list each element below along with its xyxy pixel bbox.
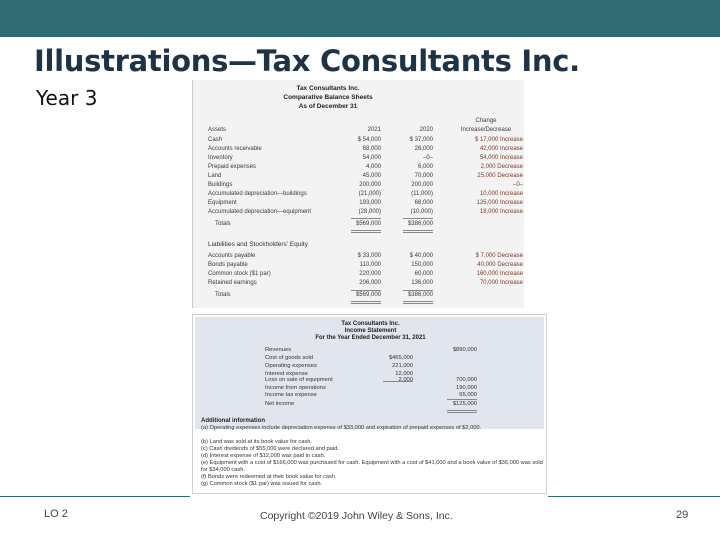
row-label: Cash (208, 137, 223, 143)
slide-title: Illustrations—Tax Consultants Inc. (34, 44, 580, 78)
top-banner (0, 0, 720, 37)
value-2021: 54,000 (362, 155, 381, 161)
is-title: Income Statement (344, 328, 397, 334)
is-amount-col1: 221,000 (392, 363, 413, 369)
liab-total-2020: $386,000 (407, 292, 433, 298)
year-2021-header: 2021 (367, 127, 381, 133)
copyright: Copyright ©2019 John Wiley & Sons, Inc. (260, 510, 453, 522)
bs-asset-row (193, 155, 524, 164)
change-value: 18,000 Increase (479, 209, 523, 215)
row-label: Bonds payable (208, 262, 248, 268)
double-rule (351, 301, 381, 304)
is-line-row (193, 392, 546, 400)
value-2021: 110,000 (359, 262, 381, 268)
is-line-label: Net income (265, 401, 295, 407)
comparative-balance-sheet (192, 80, 524, 308)
is-amount-col1: 12,000 (395, 371, 413, 377)
change-value: 2,000 Decrease (480, 164, 523, 170)
footer-rule-right (548, 496, 720, 497)
bs-asset-row (193, 173, 524, 182)
value-2020: 200,000 (411, 182, 433, 188)
is-line-label: Operating expenses (265, 363, 317, 369)
year-2020-header: 2020 (419, 127, 433, 133)
rule (403, 290, 433, 291)
value-2020: 70,000 (414, 173, 433, 179)
value-2020: 68,000 (414, 200, 433, 206)
rule (351, 218, 381, 219)
value-2020: –0– (422, 155, 433, 161)
assets-header: Assets (208, 127, 227, 133)
double-rule (403, 230, 433, 233)
income-statement (192, 314, 547, 494)
value-2021: 206,000 (359, 280, 381, 286)
bs-date: As of December 31 (298, 103, 358, 110)
footer-rule-left (0, 496, 190, 497)
double-rule (351, 230, 381, 233)
is-line-row (193, 347, 546, 355)
row-label: Land (208, 173, 222, 179)
is-line-label: Income tax expense (265, 392, 317, 398)
bs-column-headers (193, 127, 524, 136)
additional-info-note: (f) Bonds were redeemed at their book value for cash. (201, 474, 337, 480)
value-2020: (11,000) (411, 191, 433, 197)
is-company: Tax Consultants Inc. (341, 321, 400, 327)
value-2020: 6,000 (417, 164, 433, 170)
is-line-row (193, 401, 546, 409)
value-2021: 193,000 (359, 200, 381, 206)
bs-asset-row (193, 137, 524, 146)
page-number: 29 (676, 509, 689, 521)
bs-liability-row (193, 262, 524, 271)
value-2021: $ 54,000 (357, 137, 381, 143)
additional-info-note: (a) Operating expenses include depreciation expense of $33,000 and expiration of prepaid expenses of $2,000. (201, 425, 482, 431)
is-line-row (193, 355, 546, 363)
row-label: Accumulated depreciation—buildings (208, 191, 307, 197)
additional-info-title: Additional information (201, 418, 265, 424)
bs-asset-row (193, 164, 524, 173)
bs-asset-row (193, 191, 524, 200)
liabilities-header: Liabilities and Stockholders’ Equity (208, 241, 308, 248)
value-2020: $ 37,000 (409, 137, 433, 143)
is-line-row (193, 377, 546, 385)
is-line-label: Loss on sale of equipment (265, 377, 333, 383)
additional-info-note: (b) Land was sold at its book value for cash. (201, 439, 312, 445)
bs-liability-row (193, 271, 524, 280)
row-label: Retained earnings (208, 280, 257, 286)
value-2021: 220,000 (359, 271, 381, 277)
additional-info-note: (g) Common stock ($1 par) was issued for cash. (201, 481, 323, 487)
double-rule (447, 410, 477, 413)
is-amount-col2: 190,000 (456, 385, 477, 391)
bs-asset-row (193, 209, 524, 218)
rule (383, 381, 413, 382)
value-2020: 60,000 (414, 271, 433, 277)
assets-total-label: Totals (215, 221, 231, 227)
learning-objective: LO 2 (44, 508, 68, 520)
value-2020: (10,000) (410, 209, 433, 215)
value-2021: 200,000 (359, 182, 381, 188)
row-label: Accumulated depreciation—equipment (208, 209, 312, 215)
is-amount-col2: $890,000 (452, 347, 477, 353)
row-label: Accounts payable (208, 253, 256, 259)
is-line-label: Cost of goods sold (265, 355, 314, 361)
change-value: 42,000 Increase (479, 146, 523, 152)
change-value: –0– (512, 182, 523, 188)
value-2021: 68,000 (362, 146, 381, 152)
is-line-label: Revenues (265, 347, 292, 353)
double-rule (403, 301, 433, 304)
is-amount-col2: 65,000 (459, 392, 477, 398)
is-amount-col2: $125,000 (452, 401, 477, 407)
assets-total-2021: $569,000 (355, 221, 381, 227)
change-value: 160,000 Increase (476, 271, 523, 277)
liab-total-label: Totals (215, 292, 231, 298)
value-2020: 150,000 (411, 262, 433, 268)
row-label: Equipment (208, 200, 237, 206)
liab-total-2021: $569,000 (355, 292, 381, 298)
row-label: Inventory (208, 155, 233, 161)
row-label: Prepaid expenses (208, 164, 257, 170)
is-amount-col1: $465,000 (388, 355, 413, 361)
value-2021: 45,000 (362, 173, 381, 179)
slide-subtitle: Year 3 (36, 86, 98, 110)
assets-total-2020: $386,000 (407, 221, 433, 227)
bs-asset-row (193, 182, 524, 191)
change-value: 125,000 Increase (476, 200, 523, 206)
assets-total-row (193, 221, 524, 230)
value-2020: $ 40,000 (409, 253, 433, 259)
additional-info-note: (c) Cash dividends of $55,000 were declared and paid. (201, 446, 339, 452)
rule (447, 399, 477, 400)
bs-change-header-line (193, 118, 524, 127)
change-value: 10,000 Increase (479, 191, 523, 197)
row-label: Accounts receivable (208, 146, 262, 152)
value-2021: 4,000 (365, 164, 381, 170)
is-line-row (193, 363, 546, 371)
change-value: 54,000 Increase (479, 155, 523, 161)
additional-info-note: (e) Equipment with a cost of $166,000 was purchased for cash. Equipment with a cost of $41,000 and a book value of $36,000 was sold for $34,000 cash. (201, 460, 543, 473)
value-2021: $ 33,000 (357, 253, 381, 259)
bs-liability-row (193, 280, 524, 289)
change-value: $ 17,000 Increase (474, 137, 523, 143)
bs-liability-row (193, 253, 524, 262)
additional-info-note: (d) Interest expense of $12,000 was paid in cash. (201, 453, 326, 459)
change-value: $ 7,000 Decrease (475, 253, 523, 259)
bs-asset-row (193, 146, 524, 155)
is-line-label: Income from operations (265, 385, 326, 391)
change-value: 70,000 Increase (479, 280, 523, 286)
value-2021: (21,000) (358, 191, 381, 197)
row-label: Buildings (208, 182, 233, 188)
bs-company: Tax Consultants Inc. (296, 85, 360, 92)
change-header-1: Change (475, 118, 497, 124)
bs-asset-row (193, 200, 524, 209)
rule (351, 290, 381, 291)
bs-title: Comparative Balance Sheets (283, 94, 373, 101)
liabilities-total-row (193, 292, 524, 301)
value-2020: 26,000 (414, 146, 433, 152)
change-header-2: Increase/Decrease (460, 127, 512, 133)
is-line-label: Interest expense (265, 371, 308, 377)
change-value: 40,000 Decrease (477, 262, 523, 268)
value-2020: 136,000 (411, 280, 433, 286)
is-amount-col2: 700,000 (456, 377, 477, 383)
change-value: 25,000 Decrease (477, 173, 523, 179)
row-label: Common stock ($1 par) (208, 271, 271, 277)
is-period: For the Year Ended December 31, 2021 (315, 335, 426, 341)
is-amount-col1: 2,000 (398, 377, 413, 383)
value-2021: (28,000) (358, 209, 381, 215)
rule (403, 218, 433, 219)
